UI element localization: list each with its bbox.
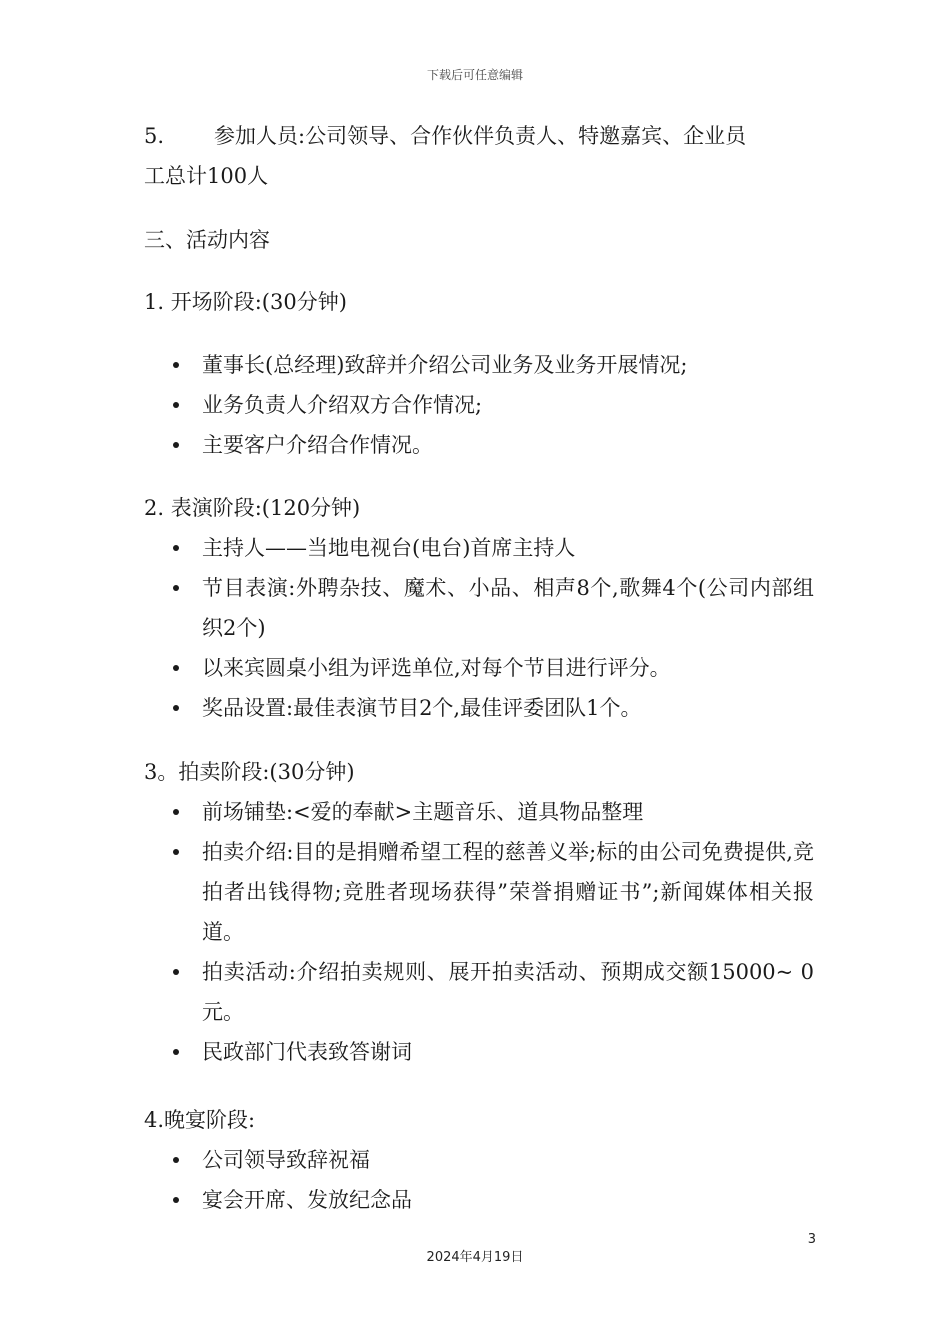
bullet-icon (173, 1049, 179, 1055)
list-item: 主持人——当地电视台(电台)首席主持人 (144, 528, 814, 568)
stage1-list (144, 345, 814, 465)
section-heading: 三、活动内容 (144, 228, 270, 252)
bullet-icon (173, 665, 179, 671)
bullet-icon (173, 402, 179, 408)
bullet-icon (173, 705, 179, 711)
page-header: 下载后可任意编辑 (426, 68, 523, 82)
list-item: 奖品设置:最佳表演节目2个,最佳评委团队1个。 (144, 688, 814, 728)
participants-line-1: 参加人员:公司领导、合作伙伴负责人、特邀嘉宾、企业员 (214, 124, 747, 148)
stage2-list (144, 528, 814, 728)
bullet-icon (173, 1157, 179, 1163)
list-item: 主要客户介绍合作情况。 (144, 425, 814, 465)
list-item: 以来宾圆桌小组为评选单位,对每个节目进行评分。 (144, 648, 814, 688)
list-item: 前场铺垫:<爱的奉献>主题音乐、道具物品整理 (144, 792, 814, 832)
bullet-icon (173, 362, 179, 368)
list-item: 业务负责人介绍双方合作情况; (144, 385, 814, 425)
list-item: 宴会开席、发放纪念品 (144, 1180, 814, 1220)
bullet-icon (173, 969, 179, 975)
stage3-title: 3。拍卖阶段:(30分钟) (144, 760, 355, 784)
stage4-list (144, 1140, 814, 1220)
stage4-title: 4.晚宴阶段: (144, 1108, 256, 1132)
bullet-icon (173, 849, 179, 855)
page-number: 3 (807, 1232, 816, 1247)
page-footer-date: 2024年4月19日 (426, 1250, 524, 1265)
participants-number: 5. (144, 124, 165, 148)
list-item: 董事长(总经理)致辞并介绍公司业务及业务开展情况; (144, 345, 814, 385)
list-item: 拍卖活动:介绍拍卖规则、展开拍卖活动、预期成交额15000~ 0元。 (144, 952, 814, 1032)
participants-paragraph (144, 116, 814, 196)
list-item: 节目表演:外聘杂技、魔术、小品、相声8个,歌舞4个(公司内部组织2个) (144, 568, 814, 648)
bullet-icon (173, 442, 179, 448)
stage1-title: 1. 开场阶段:(30分钟) (144, 290, 347, 314)
participants-line-2: 工总计100人 (144, 164, 269, 188)
list-item: 民政部门代表致答谢词 (144, 1032, 814, 1072)
stage3-list (144, 792, 814, 1072)
list-item: 拍卖介绍:目的是捐赠希望工程的慈善义举;标的由公司免费提供,竞拍者出钱得物;竞胜者现场获得”荣誉捐赠证书”;新闻媒体相关报道。 (144, 832, 814, 952)
bullet-icon (173, 1197, 179, 1203)
bullet-icon (173, 545, 179, 551)
bullet-icon (173, 585, 179, 591)
stage2-title: 2. 表演阶段:(120分钟) (144, 496, 361, 520)
bullet-icon (173, 809, 179, 815)
list-item: 公司领导致辞祝福 (144, 1140, 814, 1180)
